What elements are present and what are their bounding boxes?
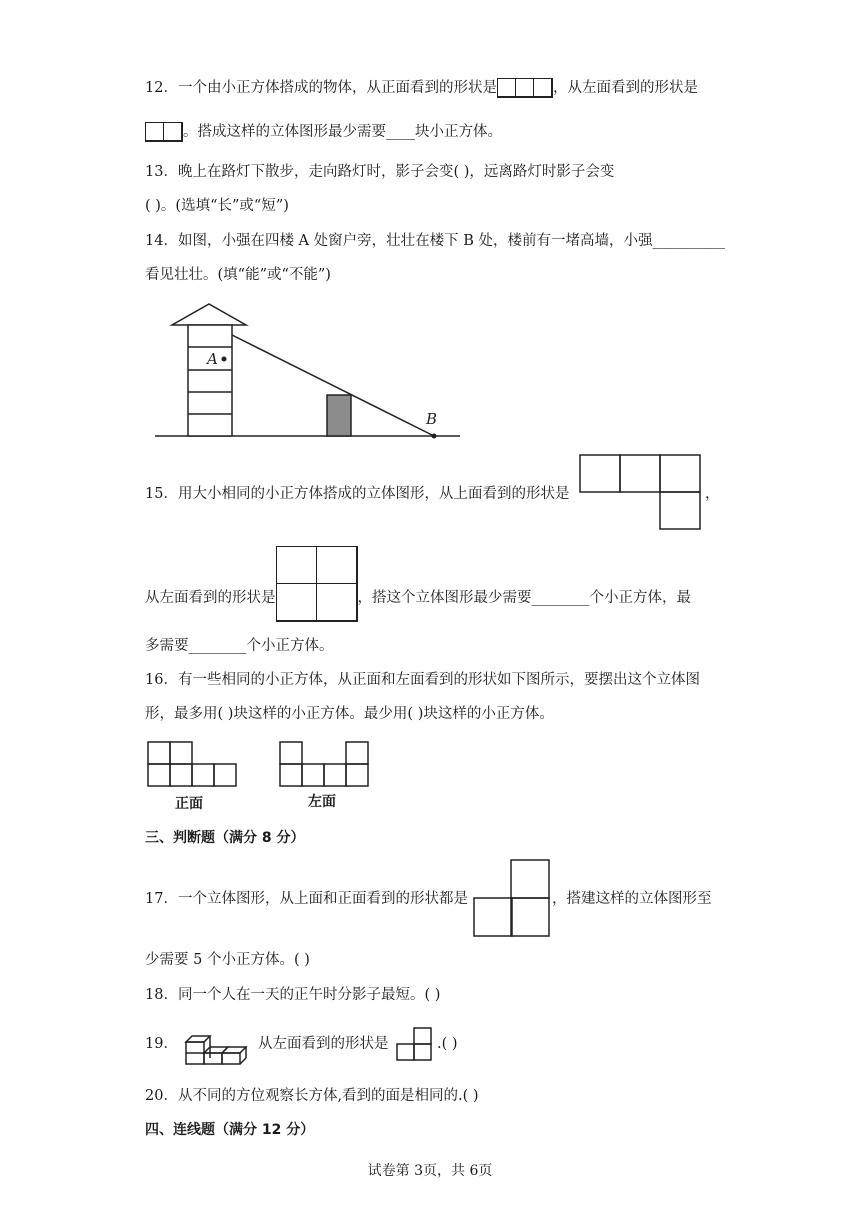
q16-left-view <box>279 741 371 791</box>
q12-line1: 12．一个由小正方体搭成的物体，从正面看到的形状是 ，从左面看到的形状是 <box>145 80 698 96</box>
q16-caption-front: 正面 <box>175 796 203 812</box>
q15-line3: 多需要________个小正方体。 <box>145 638 334 654</box>
page-footer: 试卷第 3页，共 6页 <box>367 1163 493 1179</box>
q14-line2: 看见壮壮。(填“能”或“不能”) <box>145 267 331 283</box>
label-a: A <box>207 350 218 368</box>
section-3-heading: 三、判断题（满分 8 分） <box>145 830 305 846</box>
section-4-heading: 四、连线题（满分 12 分） <box>145 1122 315 1138</box>
q20-line: 20．从不同的方位观察长方体,看到的面是相同的.( ) <box>145 1088 479 1104</box>
q14-line1: 14．如图，小强在四楼 A 处窗户旁，壮壮在楼下 B 处，楼前有一堵高墙，小强__________ <box>145 233 726 249</box>
q17-view <box>473 859 551 937</box>
q12-left-view <box>145 122 183 142</box>
q15-left-view <box>276 546 358 622</box>
q15-top-view <box>579 454 701 530</box>
q12-front-view <box>497 78 553 98</box>
q14-building-diagram <box>150 300 470 445</box>
q15-line1: 15．用大小相同的小正方体搭成的立体图形，从上面看到的形状是 <box>145 486 570 502</box>
q16-line2: 形，最多用( )块这样的小正方体。最少用( )块这样的小正方体。 <box>145 706 554 722</box>
q13-line2: ( )。(选填“长”或“短”) <box>145 198 289 214</box>
q19-cube-figure <box>184 1028 256 1066</box>
q17-line2: 少需要 5 个小正方体。( ) <box>145 952 310 968</box>
q13-line1: 13．晚上在路灯下散步，走向路灯时，影子会变( )，远离路灯时影子会变 <box>145 164 615 180</box>
q16-front-view <box>147 741 239 791</box>
q19-left-view <box>396 1027 436 1061</box>
q19-number: 19． <box>145 1036 178 1052</box>
q17-line1: 17．一个立体图形，从上面和正面看到的形状都是 <box>145 891 468 907</box>
q15-comma: ， <box>705 486 720 502</box>
q19-tail: .( ) <box>437 1036 458 1052</box>
q16-caption-left: 左面 <box>308 794 336 810</box>
q15-line2: 从左面看到的形状是 ，搭这个立体图形最少需要________个小正方体，最 <box>145 574 691 622</box>
q18-line: 18．同一个人在一天的正午时分影子最短。( ) <box>145 987 441 1003</box>
label-b: B <box>426 410 438 428</box>
q12-line2: 。搭成这样的立体图形最少需要____块小正方体。 <box>145 122 502 142</box>
q16-line1: 16．有一些相同的小正方体，从正面和左面看到的形状如下图所示，要摆出这个立体图 <box>145 672 700 688</box>
q17-line1-tail: ，搭建这样的立体图形至 <box>552 891 712 907</box>
q19-text: 从左面看到的形状是 <box>258 1036 389 1052</box>
